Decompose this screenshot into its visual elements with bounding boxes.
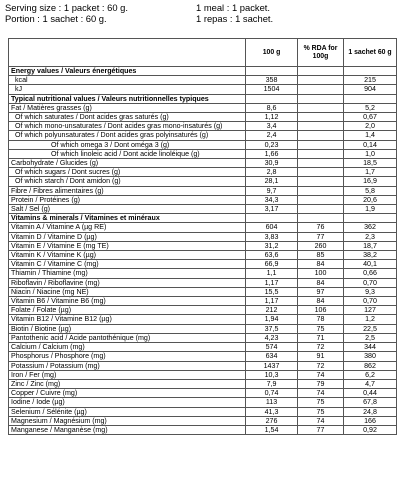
- value-rda: 74: [298, 416, 344, 425]
- value-100g: 28,1: [246, 177, 298, 186]
- nutrient-label: Of which saturates / Dont acides gras saturés (g): [9, 113, 246, 122]
- value-sachet: 362: [344, 223, 397, 232]
- nutrient-label: Vitamin A / Vitamine A (µg RE): [9, 223, 246, 232]
- table-row: [9, 159, 397, 168]
- table-row: [9, 149, 397, 158]
- value-rda: [298, 67, 344, 76]
- table-row: [9, 205, 397, 214]
- value-100g: [246, 67, 298, 76]
- table-row: [9, 416, 397, 425]
- value-sachet: 20,6: [344, 195, 397, 204]
- table-row: [9, 315, 397, 324]
- table-row: [9, 343, 397, 352]
- table-row: [9, 103, 397, 112]
- value-100g: 2,8: [246, 168, 298, 177]
- nutrient-label: Biotin / Biotine (µg): [9, 324, 246, 333]
- value-sachet: 5,2: [344, 103, 397, 112]
- table-row: [9, 122, 397, 131]
- value-rda: 75: [298, 398, 344, 407]
- nutrient-label: Carbohydrate / Glucides (g): [9, 159, 246, 168]
- nutrition-table-body: [9, 67, 397, 435]
- value-rda: 84: [298, 297, 344, 306]
- value-100g: 1,17: [246, 297, 298, 306]
- value-sachet: [344, 214, 397, 223]
- value-sachet: 0,44: [344, 389, 397, 398]
- nutrient-label: Of which omega 3 / Dont oméga 3 (g): [9, 140, 246, 149]
- table-row: [9, 168, 397, 177]
- value-sachet: 4,7: [344, 379, 397, 388]
- nutrient-label: Typical nutritional values / Valeurs nutritionnelles typiques: [9, 94, 246, 103]
- table-row: [9, 398, 397, 407]
- value-sachet: 40,1: [344, 260, 397, 269]
- table-row: [9, 269, 397, 278]
- table-row: [9, 195, 397, 204]
- value-100g: 3,4: [246, 122, 298, 131]
- value-100g: [246, 214, 298, 223]
- value-sachet: 67,8: [344, 398, 397, 407]
- nutrient-label: Of which linoleic acid / Dont acide linoléique (g): [9, 149, 246, 158]
- nutrient-label: Fat / Matières grasses (g): [9, 103, 246, 112]
- value-sachet: 2,3: [344, 232, 397, 241]
- value-rda: [298, 205, 344, 214]
- table-row: [9, 425, 397, 434]
- value-sachet: 862: [344, 361, 397, 370]
- value-sachet: 22,5: [344, 324, 397, 333]
- value-sachet: 0,67: [344, 113, 397, 122]
- value-100g: 1,66: [246, 149, 298, 158]
- value-rda: 74: [298, 389, 344, 398]
- value-100g: 15,5: [246, 287, 298, 296]
- value-rda: [298, 177, 344, 186]
- value-rda: 260: [298, 241, 344, 250]
- col-header-label: [9, 39, 246, 67]
- table-row: [9, 389, 397, 398]
- nutrient-label: Potassium / Potassium (mg): [9, 361, 246, 370]
- value-100g: 9,7: [246, 186, 298, 195]
- table-row: [9, 278, 397, 287]
- value-sachet: 215: [344, 76, 397, 85]
- value-rda: [298, 186, 344, 195]
- value-100g: 10,3: [246, 370, 298, 379]
- value-100g: 0,23: [246, 140, 298, 149]
- table-row: [9, 177, 397, 186]
- value-sachet: 0,70: [344, 297, 397, 306]
- table-row: [9, 260, 397, 269]
- value-rda: 76: [298, 223, 344, 232]
- nutrient-label: Magnesium / Magnésium (mg): [9, 416, 246, 425]
- nutrient-label: Pantothenic acid / Acide pantothénique (mg): [9, 333, 246, 342]
- value-rda: [298, 103, 344, 112]
- value-rda: [298, 140, 344, 149]
- value-rda: 71: [298, 333, 344, 342]
- col-header-sachet: 1 sachet 60 g: [344, 39, 397, 67]
- table-row: [9, 379, 397, 388]
- value-rda: 84: [298, 278, 344, 287]
- value-rda: 91: [298, 352, 344, 361]
- value-100g: 3,83: [246, 232, 298, 241]
- value-100g: 41,3: [246, 407, 298, 416]
- value-rda: [298, 168, 344, 177]
- value-sachet: 904: [344, 85, 397, 94]
- nutrient-label: Niacin / Niacine (mg NE): [9, 287, 246, 296]
- value-rda: 79: [298, 379, 344, 388]
- value-100g: 1,1: [246, 269, 298, 278]
- value-rda: [298, 85, 344, 94]
- value-sachet: 1,0: [344, 149, 397, 158]
- value-sachet: 6,2: [344, 370, 397, 379]
- nutrient-label: Fibre / Fibres alimentaires (g): [9, 186, 246, 195]
- value-100g: 8,6: [246, 103, 298, 112]
- value-sachet: 0,70: [344, 278, 397, 287]
- table-row: [9, 333, 397, 342]
- nutrient-label: Vitamin B6 / Vitamine B6 (mg): [9, 297, 246, 306]
- serving-info-en: [5, 2, 128, 24]
- value-100g: 634: [246, 352, 298, 361]
- table-row: [9, 232, 397, 241]
- value-rda: 106: [298, 306, 344, 315]
- serving-size-text: Serving size : 1 packet : 60 g.: [5, 2, 128, 13]
- nutrient-label: Vitamin D / Vitamine D (µg): [9, 232, 246, 241]
- value-rda: [298, 76, 344, 85]
- meal-text: 1 meal : 1 packet.: [196, 2, 270, 13]
- section-row: [9, 214, 397, 223]
- value-100g: 30,9: [246, 159, 298, 168]
- value-rda: [298, 113, 344, 122]
- value-100g: 574: [246, 343, 298, 352]
- table-row: [9, 131, 397, 140]
- value-100g: 358: [246, 76, 298, 85]
- value-sachet: 18,7: [344, 241, 397, 250]
- nutrient-label: Salt / Sel (g): [9, 205, 246, 214]
- nutrient-label: Energy values / Valeurs énergétiques: [9, 67, 246, 76]
- table-row: [9, 324, 397, 333]
- value-sachet: 18,5: [344, 159, 397, 168]
- value-sachet: [344, 67, 397, 76]
- value-rda: [298, 122, 344, 131]
- value-100g: 1,17: [246, 278, 298, 287]
- value-100g: 1,94: [246, 315, 298, 324]
- nutrient-label: Vitamin E / Vitamine E (mg TE): [9, 241, 246, 250]
- table-row: [9, 370, 397, 379]
- value-sachet: 380: [344, 352, 397, 361]
- nutrient-label: kcal: [9, 76, 246, 85]
- table-row: [9, 352, 397, 361]
- value-rda: [298, 149, 344, 158]
- value-100g: 66,9: [246, 260, 298, 269]
- value-100g: 1437: [246, 361, 298, 370]
- value-rda: 77: [298, 232, 344, 241]
- table-row: [9, 223, 397, 232]
- value-rda: 97: [298, 287, 344, 296]
- value-rda: 84: [298, 260, 344, 269]
- value-rda: 85: [298, 251, 344, 260]
- value-sachet: 1,2: [344, 315, 397, 324]
- value-100g: 31,2: [246, 241, 298, 250]
- value-100g: 34,3: [246, 195, 298, 204]
- value-100g: 1,54: [246, 425, 298, 434]
- value-100g: 37,5: [246, 324, 298, 333]
- value-sachet: 1,9: [344, 205, 397, 214]
- nutrition-table-header: [9, 39, 397, 67]
- nutrient-label: Vitamins & minerals / Vitamines et minéraux: [9, 214, 246, 223]
- value-rda: 100: [298, 269, 344, 278]
- value-sachet: 1,4: [344, 131, 397, 140]
- value-sachet: 0,14: [344, 140, 397, 149]
- table-row: [9, 186, 397, 195]
- col-header-rda: % RDA for 100g: [298, 39, 344, 67]
- nutrient-label: Zinc / Zinc (mg): [9, 379, 246, 388]
- table-row: [9, 140, 397, 149]
- table-row: [9, 76, 397, 85]
- value-sachet: [344, 94, 397, 103]
- nutrient-label: Of which mono-unsaturates / Dont acides gras mono-insaturés (g): [9, 122, 246, 131]
- nutrient-label: Riboflavin / Riboflavine (mg): [9, 278, 246, 287]
- section-row: [9, 67, 397, 76]
- value-sachet: 24,8: [344, 407, 397, 416]
- nutrient-label: Iodine / Iode (µg): [9, 398, 246, 407]
- value-sachet: 16,9: [344, 177, 397, 186]
- table-row: [9, 251, 397, 260]
- value-rda: [298, 94, 344, 103]
- nutrient-label: Copper / Cuivre (mg): [9, 389, 246, 398]
- value-100g: 1504: [246, 85, 298, 94]
- value-100g: 0,74: [246, 389, 298, 398]
- value-100g: 2,4: [246, 131, 298, 140]
- value-rda: 74: [298, 370, 344, 379]
- value-rda: 72: [298, 361, 344, 370]
- value-rda: 78: [298, 315, 344, 324]
- nutrient-label: Phosphorus / Phosphore (mg): [9, 352, 246, 361]
- nutrient-label: Iron / Fer (mg): [9, 370, 246, 379]
- nutrient-label: Thiamin / Thiamine (mg): [9, 269, 246, 278]
- serving-info-fr: [196, 2, 273, 24]
- table-row: [9, 113, 397, 122]
- value-sachet: 344: [344, 343, 397, 352]
- col-header-100g: 100 g: [246, 39, 298, 67]
- value-sachet: 5,8: [344, 186, 397, 195]
- table-row: [9, 407, 397, 416]
- value-sachet: 38,2: [344, 251, 397, 260]
- nutrient-label: Selenium / Sélénite (µg): [9, 407, 246, 416]
- table-row: [9, 287, 397, 296]
- repas-text: 1 repas : 1 sachet.: [196, 13, 274, 24]
- value-sachet: 9,3: [344, 287, 397, 296]
- nutrient-label: kJ: [9, 85, 246, 94]
- value-rda: 75: [298, 407, 344, 416]
- value-sachet: 2,5: [344, 333, 397, 342]
- value-100g: [246, 94, 298, 103]
- value-rda: 72: [298, 343, 344, 352]
- value-sachet: 1,7: [344, 168, 397, 177]
- value-rda: [298, 214, 344, 223]
- value-sachet: 127: [344, 306, 397, 315]
- value-rda: [298, 131, 344, 140]
- value-sachet: 0,66: [344, 269, 397, 278]
- nutrient-label: Vitamin B12 / Vitamine B12 (µg): [9, 315, 246, 324]
- value-100g: 63,6: [246, 251, 298, 260]
- portion-text: Portion : 1 sachet : 60 g.: [5, 13, 107, 24]
- table-row: [9, 361, 397, 370]
- nutrient-label: Of which starch / Dont amidon (g): [9, 177, 246, 186]
- nutrient-label: Protein / Protéines (g): [9, 195, 246, 204]
- value-100g: 604: [246, 223, 298, 232]
- serving-header: [0, 0, 400, 38]
- nutrient-label: Calcium / Calcium (mg): [9, 343, 246, 352]
- nutrient-label: Vitamin K / Vitamine K (µg): [9, 251, 246, 260]
- value-sachet: 2,0: [344, 122, 397, 131]
- value-100g: 113: [246, 398, 298, 407]
- table-row: [9, 297, 397, 306]
- header-row: [9, 39, 397, 67]
- value-rda: [298, 195, 344, 204]
- value-100g: 7,9: [246, 379, 298, 388]
- table-row: [9, 85, 397, 94]
- value-100g: 1,12: [246, 113, 298, 122]
- value-rda: 75: [298, 324, 344, 333]
- table-row: [9, 241, 397, 250]
- nutrient-label: Vitamin C / Vitamine C (mg): [9, 260, 246, 269]
- nutrient-label: Folate / Folate (µg): [9, 306, 246, 315]
- value-100g: 276: [246, 416, 298, 425]
- value-100g: 212: [246, 306, 298, 315]
- value-rda: [298, 159, 344, 168]
- section-row: [9, 94, 397, 103]
- value-100g: 3,17: [246, 205, 298, 214]
- nutrition-table: [8, 38, 397, 435]
- value-rda: 77: [298, 425, 344, 434]
- nutrient-label: Of which polyunsaturates / Dont acides gras polyinsaturés (g): [9, 131, 246, 140]
- nutrient-label: Manganese / Manganèse (mg): [9, 425, 246, 434]
- table-row: [9, 306, 397, 315]
- value-sachet: 0,92: [344, 425, 397, 434]
- value-100g: 4,23: [246, 333, 298, 342]
- value-sachet: 166: [344, 416, 397, 425]
- nutrient-label: Of which sugars / Dont sucres (g): [9, 168, 246, 177]
